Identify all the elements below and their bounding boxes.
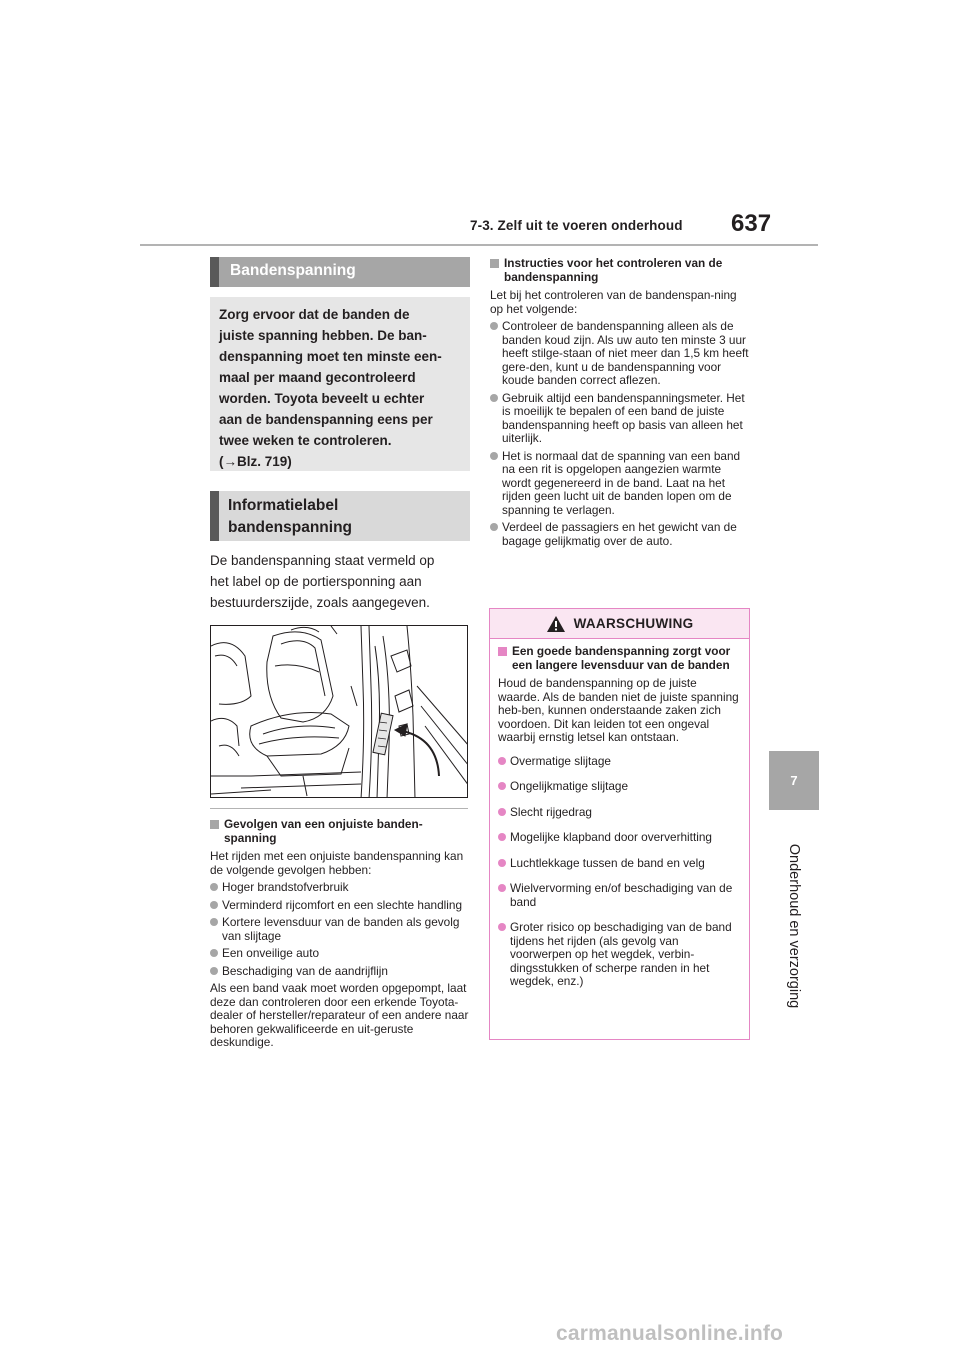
instruction-item: Het is normaal dat de spanning van een band na een rit is opgelopen aangezien warmte wordt gegenereerd in de band. Laat na het rijden geen lucht uit de banden lopen om de spanning te verlagen. bbox=[490, 450, 752, 518]
instructions-intro: Let bij het controleren van de bandenspan-ning op het volgende: bbox=[490, 288, 737, 316]
heading-bandenspanning: Bandenspanning bbox=[210, 257, 470, 287]
intro-line: juiste spanning hebben. De ban- bbox=[219, 328, 427, 343]
warning-item: Overmatige slijtage bbox=[498, 755, 741, 769]
door-pillar-label-illustration bbox=[210, 625, 468, 798]
watermark: carmanualsonline.info bbox=[556, 1322, 784, 1345]
heading-line: bandenspanning bbox=[228, 519, 352, 536]
body-line: De bandenspanning staat vermeld op bbox=[210, 553, 435, 568]
chapter-tab-number: 7 bbox=[769, 751, 819, 810]
instruction-item: Gebruik altijd een bandenspanningsmeter. Het is moeilijk te bepalen of een band de juiste bandenspanning heeft op basis van alleen het uiterlijk. bbox=[490, 392, 752, 446]
instructions-section bbox=[490, 257, 752, 552]
warning-body bbox=[490, 639, 749, 989]
warning-header bbox=[490, 609, 749, 639]
warning-item: Ongelijkmatige slijtage bbox=[498, 780, 741, 794]
consequences-outro: Als een band vaak moet worden opgepompt, laat deze dan controleren door een erkende Toyota-dealer of hersteller/reparateur of een andere naar behoren gekwalificeerde en uit-geruste deskundige. bbox=[210, 981, 469, 1049]
warning-item: Slecht rijgedrag bbox=[498, 806, 741, 820]
intro-line: denspanning moet ten minste een- bbox=[219, 349, 442, 364]
header-rule bbox=[140, 244, 818, 246]
warning-item: Groter risico op beschadiging van de band tijdens het rijden (als gevolg van voorwerpen op het wegdek, verbin-dingsstukken of scherpe randen in het wegdek, enz.) bbox=[498, 921, 741, 989]
figure-rule bbox=[210, 808, 468, 809]
body-line: bestuurderszijde, zoals aangegeven. bbox=[210, 595, 430, 610]
consequence-item: Verminderd rijcomfort en een slechte handling bbox=[210, 899, 472, 913]
intro-line: worden. Toyota beveelt u echter bbox=[219, 391, 425, 406]
intro-line: maal per maand gecontroleerd bbox=[219, 370, 416, 385]
heading-informatielabel bbox=[210, 491, 470, 541]
driver-seat-door-drawing bbox=[211, 626, 468, 798]
consequences-title: Gevolgen van een onjuiste banden-spanning bbox=[210, 818, 472, 845]
consequence-item: Beschadiging van de aandrijflijn bbox=[210, 965, 472, 979]
header-section-title: 7-3. Zelf uit te voeren onderhoud bbox=[470, 218, 683, 233]
warning-label: WAARSCHUWING bbox=[573, 616, 694, 631]
warning-item: Luchtlekkage tussen de band en velg bbox=[498, 857, 741, 871]
consequence-item: Een onveilige auto bbox=[210, 947, 472, 961]
consequence-item: Kortere levensduur van de banden als gevolg van slijtage bbox=[210, 916, 472, 943]
instructions-title: Instructies voor het controleren van de bandenspanning bbox=[490, 257, 752, 284]
instruction-item: Controleer de bandenspanning alleen als de banden koud zijn. Als uw auto ten minste 3 uur heeft stilge-staan of niet meer dan 1,5 km heeft gere-den, kunt u de bandenspanning voor koude banden correct aflezen. bbox=[490, 320, 752, 388]
chapter-tab-title bbox=[769, 811, 819, 1041]
warning-item: Mogelijke klapband door oververhitting bbox=[498, 831, 741, 845]
page-reference-link[interactable]: (→Blz. 719) bbox=[219, 454, 292, 469]
body-line: het label op de portiersponning aan bbox=[210, 574, 422, 589]
instruction-item: Verdeel de passagiers en het gewicht van de bagage gelijkmatig over de auto. bbox=[490, 521, 752, 548]
consequence-item: Hoger brandstofverbruik bbox=[210, 881, 472, 895]
intro-line: Zorg ervoor dat de banden de bbox=[219, 307, 410, 322]
warning-text: Houd de bandenspanning op de juiste waarde. Als de banden niet de juiste spanning heb-ben, kunnen onderstaande zaken zich voordoen. Dit kan leiden tot een ongeval waarbij ernstig letsel kan ontstaan. bbox=[498, 676, 739, 744]
warning-title: Een goede bandenspanning zorgt voor een langere levensduur van de banden bbox=[498, 645, 741, 672]
intro-line: twee weken te controleren. bbox=[219, 433, 392, 448]
intro-line: aan de bandenspanning eens per bbox=[219, 412, 433, 427]
label-location-text bbox=[210, 550, 472, 613]
chapter-tab-title-text: Onderhoud en verzorging bbox=[786, 843, 802, 1009]
page-number: 637 bbox=[731, 210, 772, 237]
heading-line: Informatielabel bbox=[228, 497, 339, 514]
warning-box bbox=[489, 608, 750, 1040]
warning-item: Wielvervorming en/of beschadiging van de band bbox=[498, 882, 741, 909]
warning-triangle-icon bbox=[546, 615, 566, 633]
consequences-section bbox=[210, 818, 472, 1054]
consequences-intro: Het rijden met een onjuiste bandenspanning kan de volgende gevolgen hebben: bbox=[210, 849, 464, 877]
intro-box bbox=[210, 297, 470, 471]
